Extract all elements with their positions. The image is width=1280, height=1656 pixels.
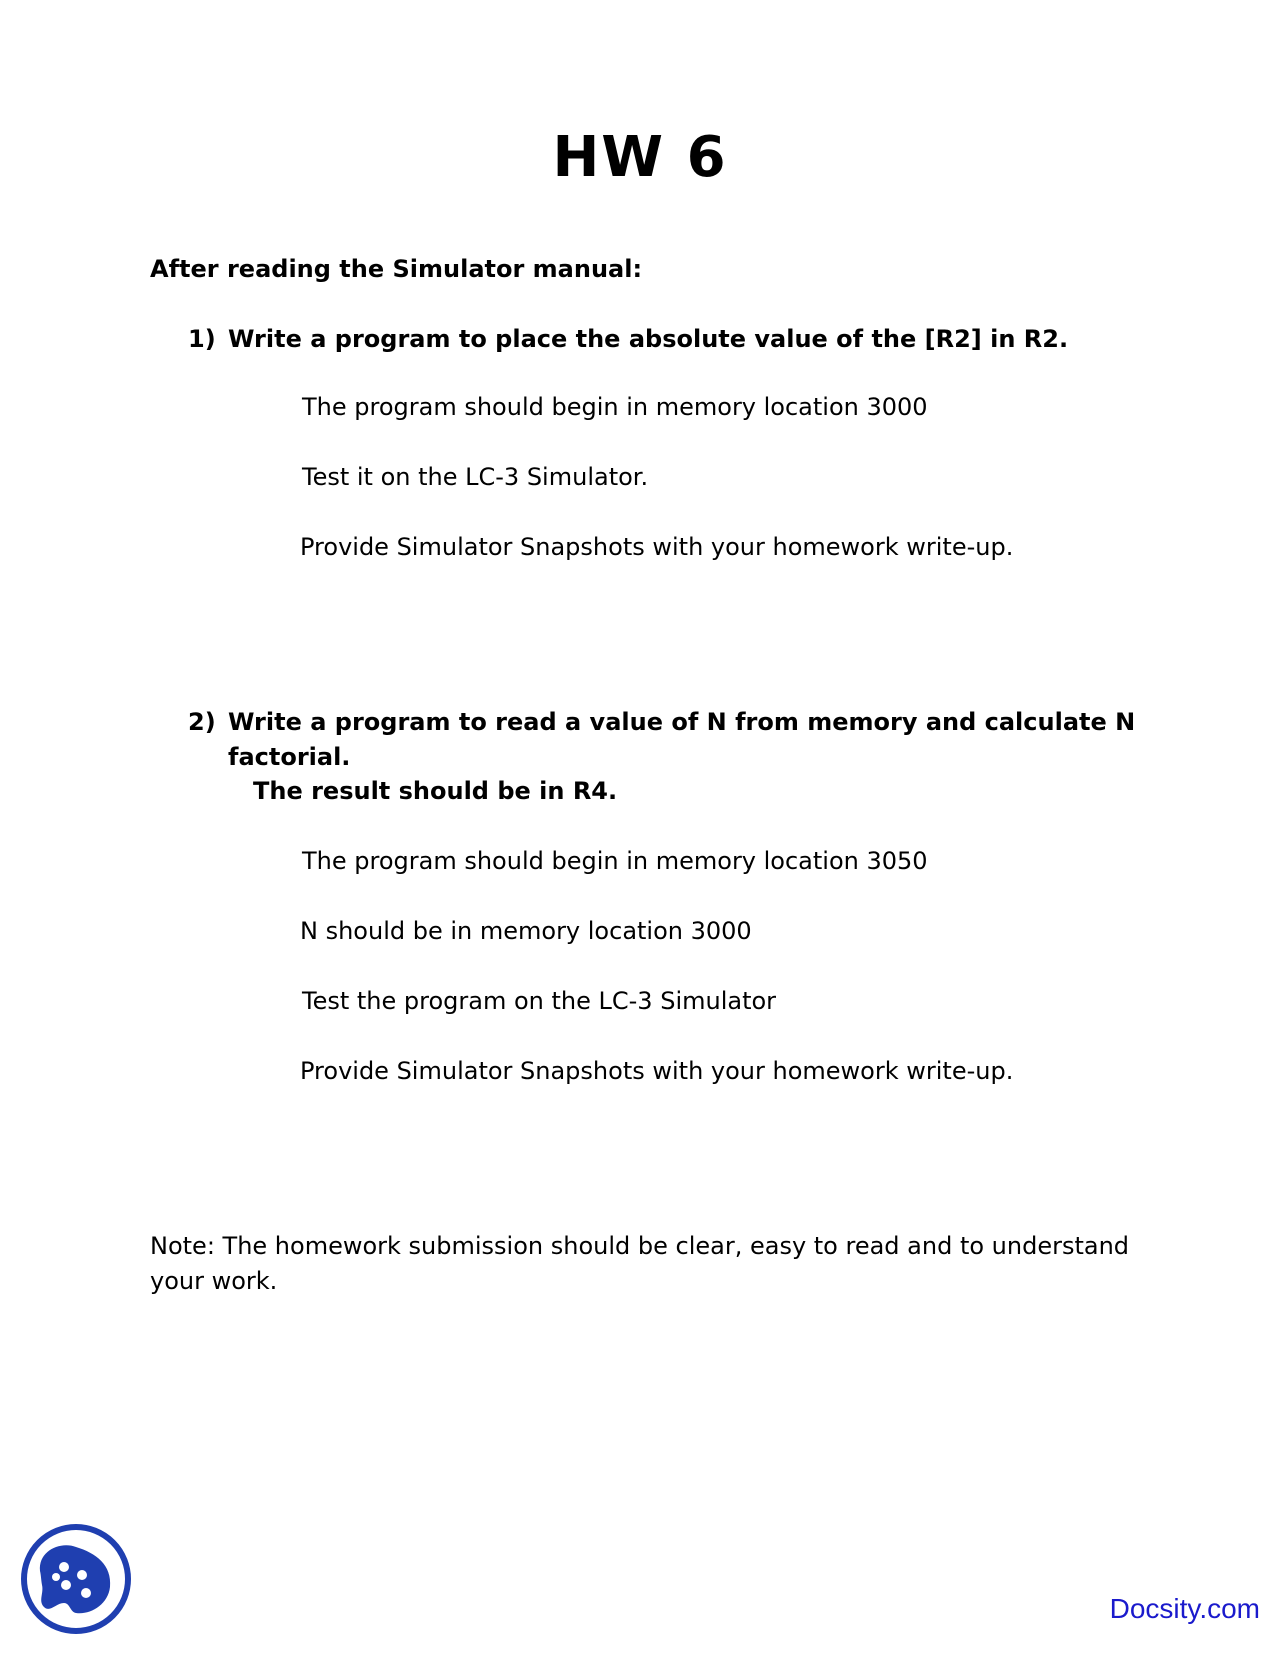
question-2-text: Write a program to read a value of N from memory and calculate N (228, 708, 1136, 736)
question-1-text: Write a program to place the absolute value of the [R2] in R2. (228, 325, 1069, 353)
note-text: Note: The homework submission should be clear, easy to read and to understand (150, 1232, 1130, 1260)
note-text-continued: your work. (150, 1267, 278, 1295)
question-2-step: N should be in memory location 3000 (300, 917, 752, 945)
question-2-result-line: The result should be in R4. (253, 777, 618, 805)
intro-text: After reading the Simulator manual: (150, 255, 643, 283)
question-1-step: The program should begin in memory location 3000 (302, 393, 928, 421)
docsity-brand-link[interactable]: Docsity.com (1109, 1593, 1260, 1624)
docsity-logo-icon[interactable] (20, 1523, 132, 1635)
page-title: HW 6 (552, 125, 728, 190)
question-2-step: Provide Simulator Snapshots with your homework write-up. (300, 1057, 1014, 1085)
question-1-step: Provide Simulator Snapshots with your homework write-up. (300, 533, 1014, 561)
question-2-number: 2) (188, 708, 216, 736)
question-2-step: The program should begin in memory location 3050 (302, 847, 928, 875)
question-1-number: 1) (188, 325, 216, 353)
question-2-step: Test the program on the LC-3 Simulator (302, 987, 777, 1015)
question-2-text-continued: factorial. (228, 743, 351, 771)
question-1-step: Test it on the LC-3 Simulator. (302, 463, 649, 491)
